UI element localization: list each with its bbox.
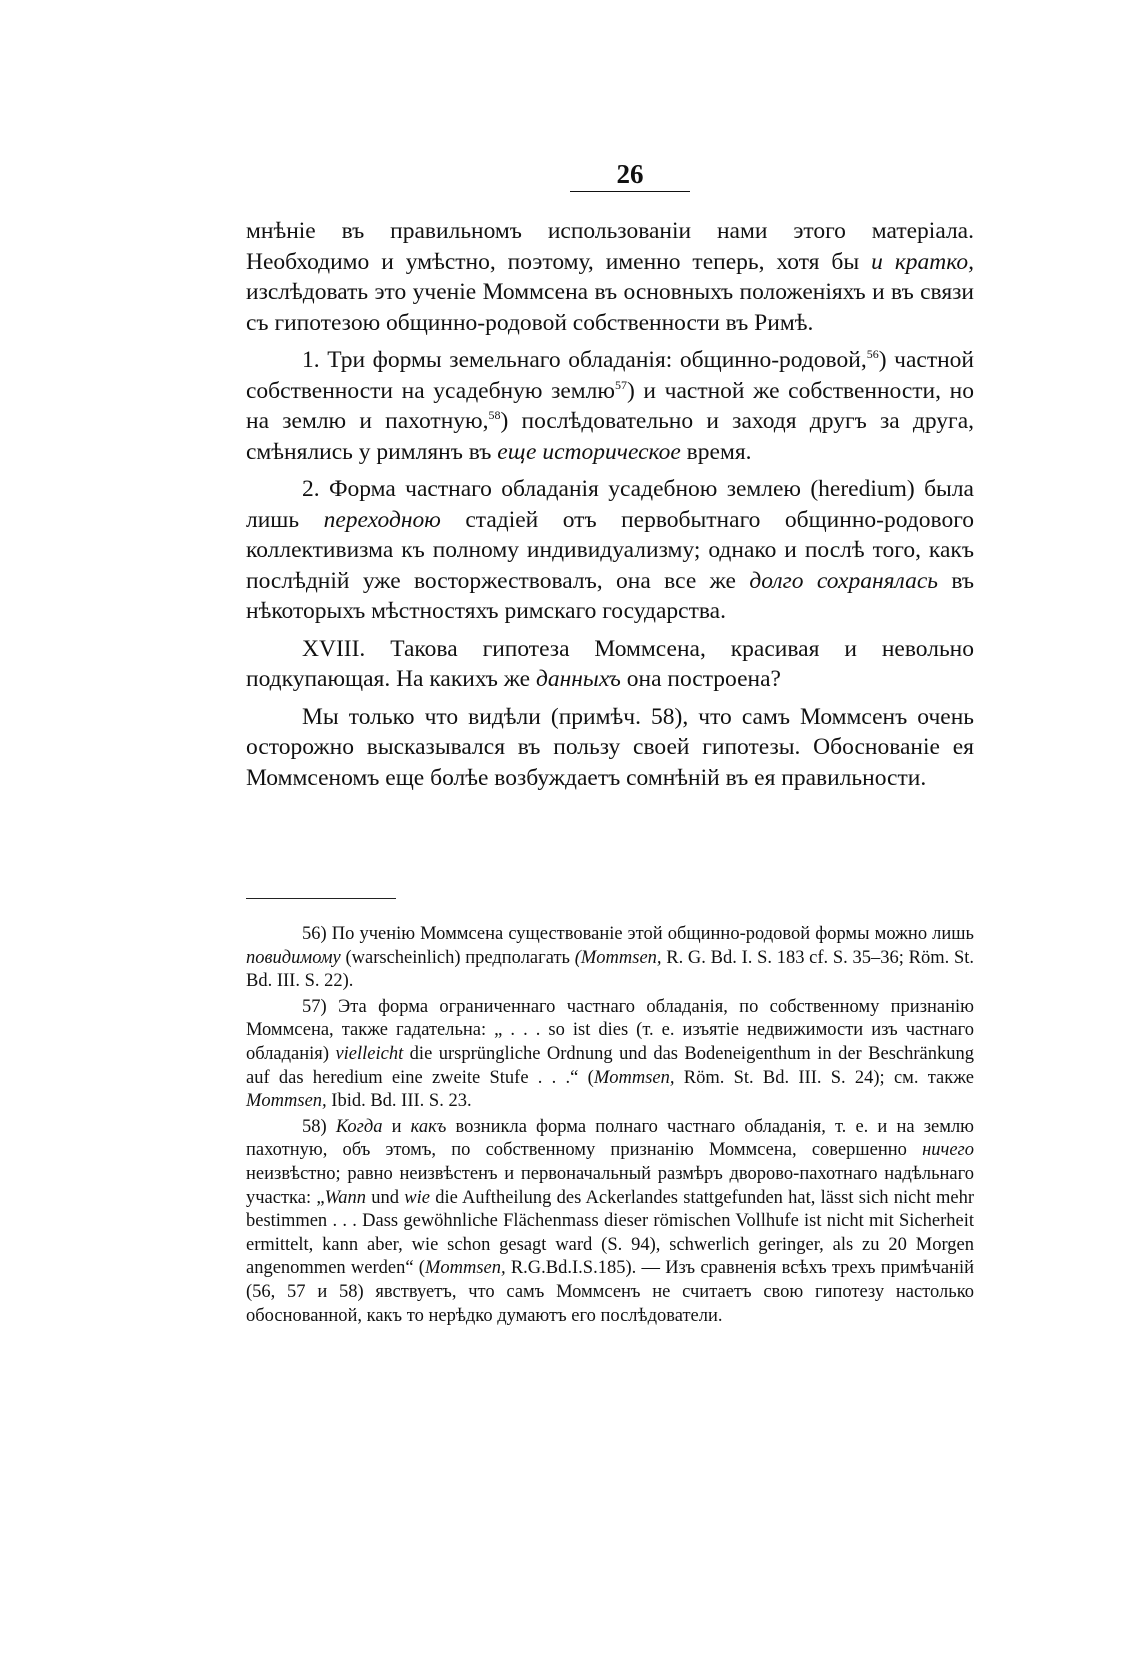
italic-run: Wann bbox=[324, 1187, 367, 1208]
footnote-ref-57: 57 bbox=[614, 377, 627, 392]
italic-run: Mommsen, bbox=[424, 1258, 506, 1279]
footnote-ref-56: 56 bbox=[866, 347, 879, 362]
italic-run: wie bbox=[404, 1187, 430, 1208]
text-run: die ursprüngliche Ordnung und das Bodeneigenthum in der Beschränkung auf das heredium eine zweite Stufe . . .“ ( bbox=[246, 1043, 974, 1088]
paragraph-4 bbox=[246, 634, 974, 695]
italic-run: Когда bbox=[335, 1116, 383, 1137]
italic-run: еще историческое bbox=[497, 438, 681, 465]
italic-run: и кратко, bbox=[871, 248, 975, 275]
footnote-rule bbox=[246, 898, 396, 899]
text-run: ) и частной же собственности, но на землю и пахотную, bbox=[246, 377, 974, 434]
text-run: 2. Форма частнаго обладанія усадебною землею (heredium) была лишь bbox=[246, 476, 974, 533]
paragraph-2 bbox=[246, 345, 974, 467]
text-run: въ нѣкоторыхъ мѣстностяхъ римскаго государства. bbox=[246, 567, 975, 624]
text-run: und bbox=[366, 1187, 405, 1208]
italic-run: переходною bbox=[323, 506, 441, 533]
italic-run: повидимому bbox=[246, 947, 341, 968]
paragraph-1 bbox=[246, 216, 974, 338]
text-run: R. G. Bd. I. S. 183 cf. S. 35–36; Röm. St. Bd. III. S. 22). bbox=[246, 947, 974, 992]
text-run: R.G.Bd.I.S.185). — Изъ сравненія всѣхъ трехъ примѣчаній (56, 57 и 58) явствуетъ, что самъ Моммсенъ не считаетъ свою гипотезу настолько обоснованной, какъ то нерѣдко думаютъ его послѣдователи. bbox=[246, 1258, 974, 1326]
text-run: 58) bbox=[302, 1116, 336, 1137]
text-run: 57) Эта форма ограниченнаго частнаго обладанія, по собственному признанію Моммсена, также гадательна: „ . . . so ist dies (т. е. изъятіе недвижимости изъ частнаго обладанія) bbox=[246, 996, 974, 1064]
italic-run: ничего bbox=[922, 1140, 974, 1161]
text-run: стадіей отъ первобытнаго общинно-родового коллективизма къ полному индивидуализму; однако и послѣ того, какъ послѣдній уже восторжествовалъ, она все же bbox=[246, 506, 974, 594]
footnote-ref-58: 58 bbox=[488, 408, 501, 423]
text-run: время. bbox=[680, 438, 752, 465]
text-run: Ibid. Bd. III. S. 23. bbox=[326, 1091, 472, 1112]
italic-run: какъ bbox=[410, 1116, 447, 1137]
text-run: 1. Три формы земельнаго обладанія: общинно-родовой, bbox=[302, 347, 867, 373]
text-run: и bbox=[382, 1116, 411, 1137]
text-run: возникла форма полнаго частнаго обладанія, т. е. и на землю пахотную, объ этомъ, по собственному признанію Моммсена, совершенно bbox=[246, 1116, 974, 1161]
italic-run: vielleicht bbox=[335, 1043, 404, 1064]
text-run: изслѣдовать это ученіе Моммсена въ основныхъ положеніяхъ и въ связи съ гипотезою общинно-родовой собственности въ Римѣ. bbox=[246, 279, 974, 336]
text-run: неизвѣстно; равно неизвѣстенъ и первоначальный размѣръ дворово-пахотнаго надѣльнаго участка: „ bbox=[246, 1163, 974, 1208]
text-run: die Auftheilung des Ackerlandes stattgefunden hat, lässt sich nicht mehr bestimmen . . . Dass gewöhnliche Flächenmass dieser römischen Vollhufe ist nicht mit Sicherheit ermittelt, kann aber, wie schon gesagt ward (S. 94), schwerlich geringer, als zu 20 Morgen angenommen werden“ ( bbox=[246, 1187, 974, 1279]
italic-run: (Mommsen, bbox=[574, 947, 662, 968]
footnote-57 bbox=[246, 996, 974, 1114]
paragraph-3 bbox=[246, 474, 974, 627]
text-run: 56) По ученію Моммсена существованіе этой общинно-родовой формы можно лишь bbox=[302, 924, 974, 944]
text-run: она построена? bbox=[620, 666, 781, 692]
footnote-58 bbox=[246, 1116, 974, 1328]
page-number-rule bbox=[570, 191, 690, 192]
page-number: 26 bbox=[616, 159, 644, 189]
paragraph-5: Мы только что видѣли (примѣч. 58), что самъ Моммсенъ очень осторожно высказывался въ пользу своей гипотезы. Обоснованіе ея Моммсеномъ еще болѣе возбуждаетъ сомнѣній въ ея правильности. bbox=[246, 703, 974, 791]
italic-run: Mommsen, bbox=[246, 1091, 327, 1112]
text-run: ) послѣдовательно и заходя другъ за друга, смѣнялись у римлянъ въ bbox=[246, 408, 974, 465]
text-run: (warscheinlich) предполагать bbox=[340, 947, 575, 968]
footnote-56 bbox=[246, 923, 974, 994]
text-run: Röm. St. Bd. III. S. 24); см. также bbox=[674, 1067, 975, 1088]
footnotes bbox=[246, 923, 974, 1330]
italic-run: данныхъ bbox=[535, 666, 621, 692]
main-text bbox=[246, 216, 974, 793]
text-run: ) частной собственности на усадебную землю bbox=[246, 347, 975, 404]
italic-run: Mommsen, bbox=[593, 1067, 675, 1088]
text-run: XVIII. Такова гипотеза Моммсена, красивая и невольно подкупающая. На какихъ же bbox=[246, 635, 974, 692]
text-run: мнѣніе въ правильномъ использованіи нами этого матеріала. Необходимо и умѣстно, поэтому, именно теперь, хотя бы bbox=[246, 218, 974, 275]
italic-run: долго сохранялась bbox=[749, 567, 938, 594]
